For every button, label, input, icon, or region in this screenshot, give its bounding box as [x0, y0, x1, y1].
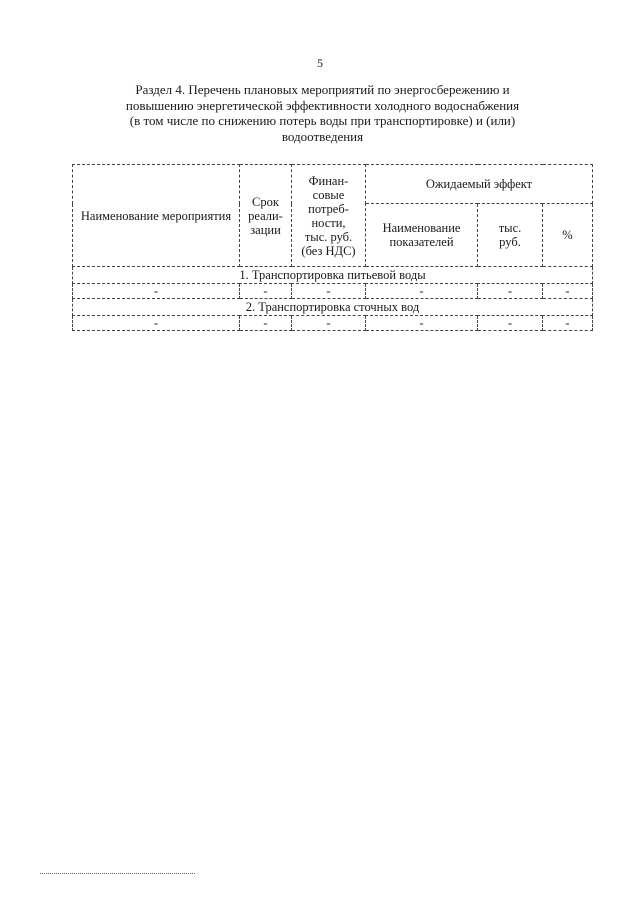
table-row	[73, 316, 593, 331]
cell-indicators: -	[366, 284, 478, 299]
cell-percent: -	[543, 316, 593, 331]
header-expected-effect: Ожидаемый эффект	[366, 165, 593, 204]
header-measure-name: Наименование мероприятия	[73, 165, 240, 267]
header-indicators: Наименование показателей	[366, 204, 478, 267]
cell-finance: -	[292, 316, 366, 331]
group-row	[73, 267, 593, 284]
table-header-row	[73, 165, 593, 204]
cell-thousand-rub: -	[478, 284, 543, 299]
header-percent: %	[543, 204, 593, 267]
cell-measure: -	[73, 316, 240, 331]
title-line: (в том числе по снижению потерь воды при транспортировке) и (или)	[129, 113, 516, 128]
cell-term: -	[240, 316, 292, 331]
footer-rule	[40, 873, 195, 874]
section-title	[90, 82, 555, 144]
header-term: Срок реали- зации	[240, 165, 292, 267]
title-line: повышению энергетической эффективности холодного водоснабжения	[125, 97, 520, 113]
cell-percent: -	[543, 284, 593, 299]
cell-measure: -	[73, 284, 240, 299]
measures-table	[72, 164, 593, 331]
cell-indicators: -	[366, 316, 478, 331]
cell-thousand-rub: -	[478, 316, 543, 331]
cell-finance: -	[292, 284, 366, 299]
group-row	[73, 299, 593, 316]
header-thousand-rub: тыс. руб.	[478, 204, 543, 267]
header-finance: Финан- совые потреб- ности, тыс. руб. (без НДС)	[292, 165, 366, 267]
page-number: 5	[317, 56, 323, 70]
title-line: Раздел 4. Перечень плановых мероприятий по энергосбережению и	[135, 82, 510, 97]
cell-term: -	[240, 284, 292, 299]
title-line: водоотведения	[281, 128, 364, 144]
group-title: 1. Транспортировка питьевой воды	[73, 267, 593, 284]
group-title: 2. Транспортировка сточных вод	[73, 299, 593, 316]
table-row	[73, 284, 593, 299]
